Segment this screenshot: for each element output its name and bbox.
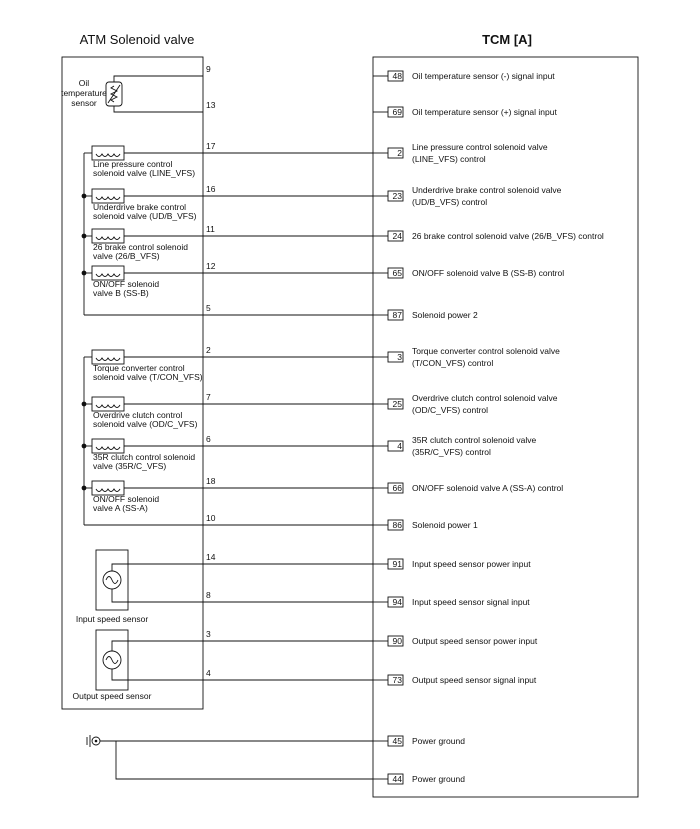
wire-number: 3: [206, 629, 211, 639]
oil-sensor-label-2: temperature: [61, 88, 107, 98]
tcm-title: TCM [A]: [482, 32, 532, 47]
pin-number: 2: [397, 148, 402, 158]
solenoid-label: ON/OFF solenoid: [93, 279, 160, 289]
signal-label: Input speed sensor signal input: [412, 597, 530, 607]
wire-number: 12: [206, 261, 216, 271]
wire-number: 13: [206, 100, 216, 110]
wire-number: 11: [206, 224, 215, 234]
pin-number: 66: [392, 483, 402, 493]
atm-solenoid-title: ATM Solenoid valve: [79, 32, 195, 47]
solenoid-label: Underdrive brake control: [93, 202, 187, 212]
solenoid-label: solenoid valve (UD/B_VFS): [93, 211, 197, 221]
wire-number: 9: [206, 64, 211, 74]
wire-number: 17: [206, 141, 216, 151]
signal-label: Power ground: [412, 736, 465, 746]
wire-layer: [203, 64, 604, 784]
wire-number: 6: [206, 434, 211, 444]
signal-label: Solenoid power 1: [412, 520, 478, 530]
pin-number: 94: [392, 597, 402, 607]
signal-label: Power ground: [412, 774, 465, 784]
solenoid-label: valve B (SS-B): [93, 288, 149, 298]
pin-number: 65: [392, 268, 402, 278]
solenoid-coil-icon: [92, 397, 124, 411]
wire-number: 14: [206, 552, 216, 562]
solenoid-label: 26 brake control solenoid: [93, 242, 188, 252]
signal-label: Output speed sensor power input: [412, 636, 538, 646]
oil-sensor-label-3: sensor: [71, 98, 97, 108]
signal-label: Torque converter control solenoid valve: [412, 346, 560, 356]
pin-number: 4: [397, 441, 402, 451]
speed-sensor-label: Output speed sensor: [72, 691, 152, 701]
signal-label: Overdrive clutch control solenoid valve: [412, 393, 558, 403]
solenoid-label: Torque converter control: [93, 363, 185, 373]
solenoid-label: valve (26/B_VFS): [93, 251, 160, 261]
pin-number: 87: [392, 310, 402, 320]
pin-number: 86: [392, 520, 402, 530]
input-speed-sensor: [76, 550, 373, 624]
solenoid-coil-icon: [92, 350, 124, 364]
wire-number: 2: [206, 345, 211, 355]
oil-temperature-sensor: [61, 76, 203, 112]
atm-module-box: [62, 57, 203, 709]
signal-label: Oil temperature sensor (+) signal input: [412, 107, 557, 117]
wire-number: 16: [206, 184, 216, 194]
solenoid-label: 35R clutch control solenoid: [93, 452, 196, 462]
wire-number: 5: [206, 303, 211, 313]
solenoid-coil-icon: [92, 439, 124, 453]
solenoid-coil-icon: [92, 189, 124, 203]
signal-label: (35R/C_VFS) control: [412, 447, 491, 457]
signal-label: Underdrive brake control solenoid valve: [412, 185, 562, 195]
signal-label: Input speed sensor power input: [412, 559, 531, 569]
solenoid-label: valve (35R/C_VFS): [93, 461, 167, 471]
pin-number: 25: [392, 399, 402, 409]
pin-number: 69: [392, 107, 402, 117]
pin-number: 23: [392, 191, 402, 201]
signal-label: ON/OFF solenoid valve B (SS-B) control: [412, 268, 565, 278]
wire-number: 7: [206, 392, 211, 402]
solenoid-label: Overdrive clutch control: [93, 410, 183, 420]
speed-sensor-label: Input speed sensor: [75, 614, 149, 624]
pin-number: 91: [392, 559, 402, 569]
speed-sensor-layer: [73, 550, 373, 701]
ground-icon: [87, 735, 373, 779]
solenoid-label: valve A (SS-A): [93, 503, 148, 513]
wire-number: 4: [206, 668, 211, 678]
solenoid-label: solenoid valve (T/CON_VFS): [93, 372, 203, 382]
signal-label: Solenoid power 2: [412, 310, 478, 320]
signal-label: 35R clutch control solenoid valve: [412, 435, 537, 445]
solenoid-coil-icon: [92, 229, 124, 243]
pin-number: 48: [392, 71, 402, 81]
pin-number: 3: [397, 352, 402, 362]
pin-number: 90: [392, 636, 402, 646]
signal-label: ON/OFF solenoid valve A (SS-A) control: [412, 483, 564, 493]
signal-label: Oil temperature sensor (-) signal input: [412, 71, 555, 81]
wire-number: 18: [206, 476, 216, 486]
tcm-module-box: [373, 57, 638, 797]
signal-label: 26 brake control solenoid valve (26/B_VFS) control: [412, 231, 604, 241]
pin-number: 73: [392, 675, 402, 685]
wire-number: 8: [206, 590, 211, 600]
pin-number: 45: [392, 736, 402, 746]
solenoid-coil-icon: [92, 146, 124, 160]
pin-number: 44: [392, 774, 402, 784]
signal-label: (OD/C_VFS) control: [412, 405, 489, 415]
solenoid-label: ON/OFF solenoid: [93, 494, 160, 504]
signal-label: Output speed sensor signal input: [412, 675, 537, 685]
signal-label: (LINE_VFS) control: [412, 154, 486, 164]
solenoid-layer: [82, 146, 373, 525]
signal-label: (T/CON_VFS) control: [412, 358, 494, 368]
solenoid-coil-icon: [92, 481, 124, 495]
solenoid-label: Line pressure control: [93, 159, 173, 169]
pin-number: 24: [392, 231, 402, 241]
signal-label: Line pressure control solenoid valve: [412, 142, 548, 152]
wire-number: 10: [206, 513, 216, 523]
solenoid-label: solenoid valve (OD/C_VFS): [93, 419, 198, 429]
oil-sensor-label-1: Oil: [78, 78, 90, 88]
solenoid-label: solenoid valve (LINE_VFS): [93, 168, 196, 178]
signal-label: (UD/B_VFS) control: [412, 197, 488, 207]
solenoid-coil-icon: [92, 266, 124, 280]
